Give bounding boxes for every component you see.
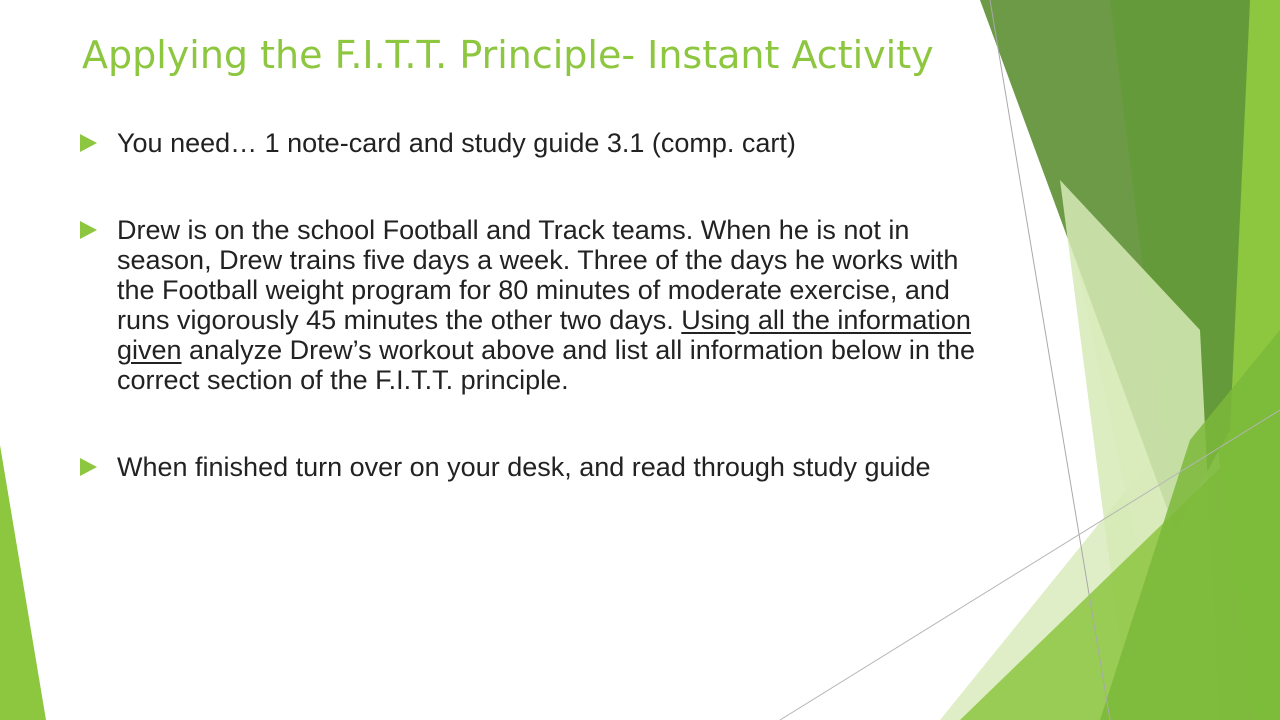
bullet-text-scenario-underlined: Using all the information given <box>117 305 971 365</box>
bullet-text-scenario-start: Drew is on the school Football and Track teams. When he is not in season, Drew trains five days a week. Three of the days he works with the Football weight program for 80 minutes of moderate exercise, and runs vigorously 45 minutes the other two days. <box>117 215 959 335</box>
triangle-arrow-icon <box>80 221 97 239</box>
bullet-text-supplies: You need… 1 note-card and study guide 3.1 (comp. cart) <box>117 128 796 158</box>
bullet-text-finish: When finished turn over on your desk, and read through study guide <box>117 452 931 482</box>
bullet-text-scenario-end: analyze Drew’s workout above and list all information below in the correct section of the F.I.T.T. principle. <box>117 335 975 395</box>
triangle-arrow-icon <box>80 134 97 152</box>
slide-title: Applying the F.I.T.T. Principle- Instant Activity <box>82 33 934 77</box>
bullet-list <box>80 128 980 482</box>
bullet-item-supplies <box>80 128 980 158</box>
triangle-arrow-icon <box>80 458 97 476</box>
left-edge-shape <box>0 445 46 720</box>
bullet-item-finish <box>80 452 980 482</box>
bullet-item-scenario <box>80 215 980 395</box>
